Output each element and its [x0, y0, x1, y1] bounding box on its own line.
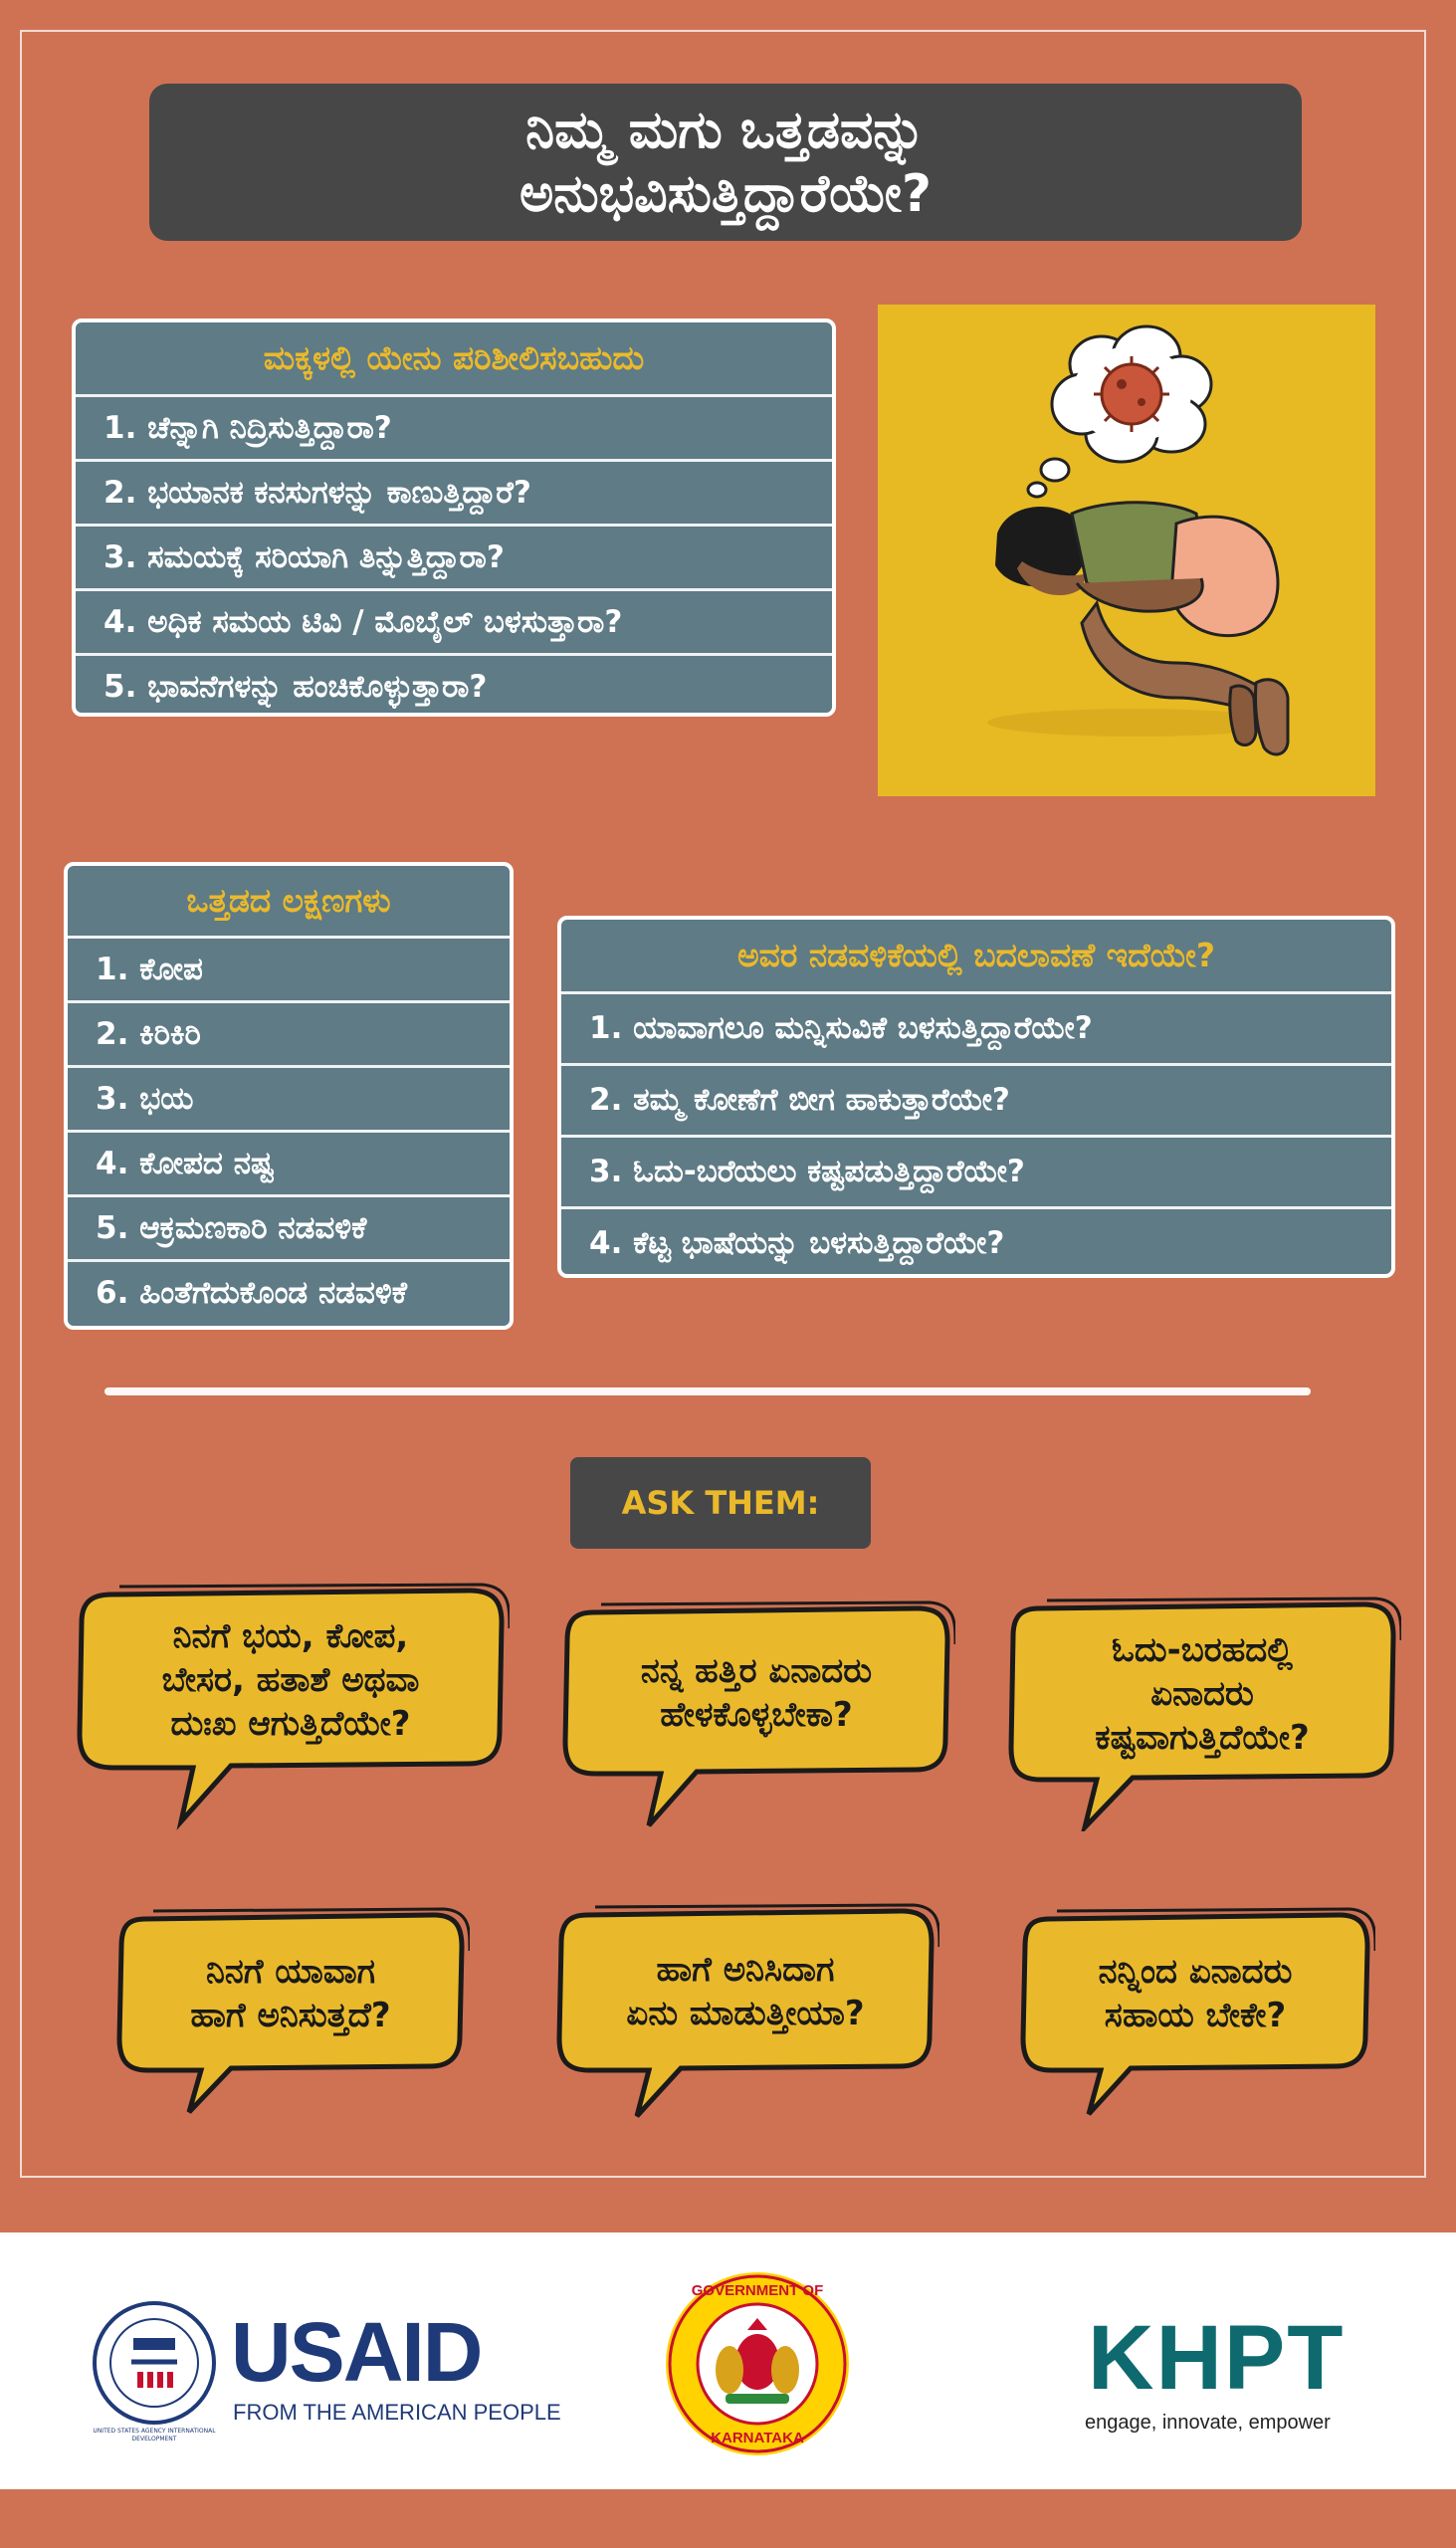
- bubble-line: ಓದು-ಬರಹದಲ್ಲಿ: [1112, 1630, 1293, 1670]
- speech-bubble: [1003, 1596, 1401, 1831]
- bubble-line: ಹಾಗೆ ಅನಿಸುತ್ತದೆ?: [190, 1996, 391, 2035]
- title-line-2: ಅನುಭವಿಸುತ್ತಿದ್ದಾರೆಯೇ?: [519, 164, 933, 224]
- behavior-item: 1. ಯಾವಾಗಲೂ ಮನ್ನಿಸುವಿಕೆ ಬಳಸುತ್ತಿದ್ದಾರೆಯೇ?: [561, 991, 1391, 1063]
- symptom-item: 5. ಆಕ್ರಮಣಕಾರಿ ನಡವಳಿಕೆ: [68, 1194, 510, 1259]
- symptom-item: 6. ಹಿಂತೆಗೆದುಕೊಂಡ ನಡವಳಿಕೆ: [68, 1259, 510, 1324]
- footer-logos: [0, 2232, 1456, 2489]
- speech-bubble: [1015, 1907, 1375, 2118]
- child-figure: [987, 503, 1288, 754]
- observe-item: 1. ಚೆನ್ನಾಗಿ ನಿದ್ರಿಸುತ್ತಿದ್ದಾರಾ?: [76, 394, 832, 459]
- bubble-line: ಬೇಸರ, ಹತಾಶೆ ಅಥವಾ: [161, 1660, 420, 1700]
- thought-bubble-icon: [1028, 326, 1211, 497]
- sleeping-child-illustration: [878, 305, 1375, 796]
- bubble-line: ನನ್ನಿಂದ ಏನಾದರು: [1098, 1952, 1293, 1992]
- title-line-1: ನಿಮ್ಮ ಮಗು ಒತ್ತಡವನ್ನು: [525, 101, 926, 160]
- usaid-tagline: FROM THE AMERICAN PEOPLE: [233, 2400, 561, 2425]
- bubble-line: ನನ್ನ ಹತ್ತಿರ ಏನಾದರು: [640, 1651, 873, 1691]
- symptom-item: 4. ಕೋಪದ ನಷ್ಟ: [68, 1130, 510, 1194]
- bubble-line: ದುಃಖ ಆಗುತ್ತಿದೆಯೇ?: [170, 1704, 411, 1744]
- divider-line: [104, 1387, 1311, 1395]
- usaid-name: USAID: [231, 2305, 482, 2399]
- symptoms-heading: ಒತ್ತಡದ ಲಕ್ಷಣಗಳು: [186, 881, 391, 920]
- observe-item: 2. ಭಯಾನಕ ಕನಸುಗಳನ್ನು ಕಾಣುತ್ತಿದ್ದಾರೆ?: [76, 459, 832, 524]
- symptoms-panel: [64, 862, 514, 1330]
- bubble-line: ಹಾಗೆ ಅನಿಸಿದಾಗ: [656, 1950, 835, 1990]
- speech-bubble: [72, 1583, 510, 1831]
- bubble-line: ಕಷ್ಟವಾಗುತ್ತಿದೆಯೇ?: [1095, 1718, 1310, 1758]
- symptom-item: 2. ಕಿರಿಕಿರಿ: [68, 1000, 510, 1065]
- speech-bubble: [557, 1600, 955, 1829]
- bubble-line: ಏನು ಮಾಡುತ್ತೀಯಾ?: [626, 1994, 865, 2033]
- behavior-heading: ಅವರ ನಡವಳಿಕೆಯಲ್ಲಿ ಬದಲಾವಣೆ ಇದೆಯೇ?: [736, 936, 1216, 974]
- observe-panel: [72, 318, 836, 717]
- observe-item: 5. ಭಾವನೆಗಳನ್ನು ಹಂಚಿಕೊಳ್ಳುತ್ತಾರಾ?: [76, 653, 832, 718]
- bubble-line: ನಿನಗೆ ಯಾವಾಗ: [205, 1952, 376, 1992]
- usaid-wordmark: [231, 2305, 482, 2399]
- behavior-item: 2. ತಮ್ಮ ಕೋಣೆಗೆ ಬೀಗ ಹಾಕುತ್ತಾರೆಯೇ?: [561, 1063, 1391, 1135]
- behavior-item: 3. ಓದು-ಬರೆಯಲು ಕಷ್ಟಪಡುತ್ತಿದ್ದಾರೆಯೇ?: [561, 1135, 1391, 1206]
- karnataka-seal-bottom: KARNATAKA: [711, 2430, 804, 2446]
- observe-item: 3. ಸಮಯಕ್ಕೆ ಸರಿಯಾಗಿ ತಿನ್ನುತ್ತಿದ್ದಾರಾ?: [76, 524, 832, 588]
- bubble-line: ಏನಾದರು: [1150, 1674, 1254, 1714]
- bubble-line: ನಿನಗೆ ಭಯ, ಕೋಪ,: [172, 1616, 409, 1656]
- speech-bubble: [551, 1903, 939, 2122]
- observe-heading: ಮಕ್ಕಳಲ್ಲಿ ಯೇನು ಪರಿಶೀಲಿಸಬಹುದು: [263, 338, 645, 377]
- behavior-item: 4. ಕೆಟ್ಟ ಭಾಷೆಯನ್ನು ಬಳಸುತ್ತಿದ್ದಾರೆಯೇ?: [561, 1206, 1391, 1278]
- khpt-wordmark: KHPT: [1088, 2307, 1346, 2409]
- speech-bubble: [111, 1907, 470, 2116]
- bubble-line: ಹೇಳಕೊಳ್ಳಬೇಕಾ?: [660, 1695, 853, 1735]
- observe-item: 4. ಅಧಿಕ ಸಮಯ ಟಿವಿ / ಮೊಬೈಲ್ ಬಳಸುತ್ತಾರಾ?: [76, 588, 832, 653]
- karnataka-seal-top: GOVERNMENT OF: [691, 2282, 824, 2299]
- ask-them-label: ASK THEM:: [570, 1457, 871, 1549]
- symptom-item: 1. ಕೋಪ: [68, 936, 510, 1000]
- bubble-line: ಸಹಾಯ ಬೇಕೇ?: [1104, 1996, 1287, 2035]
- behavior-panel: [557, 916, 1395, 1278]
- khpt-tagline: engage, innovate, empower: [1085, 2412, 1331, 2434]
- usaid-seal-text: UNITED STATES AGENCY INTERNATIONAL DEVELOPMENT: [93, 2428, 216, 2442]
- page-title: [149, 84, 1302, 241]
- usaid-seal-icon: [92, 2300, 217, 2426]
- symptom-item: 3. ಭಯ: [68, 1065, 510, 1130]
